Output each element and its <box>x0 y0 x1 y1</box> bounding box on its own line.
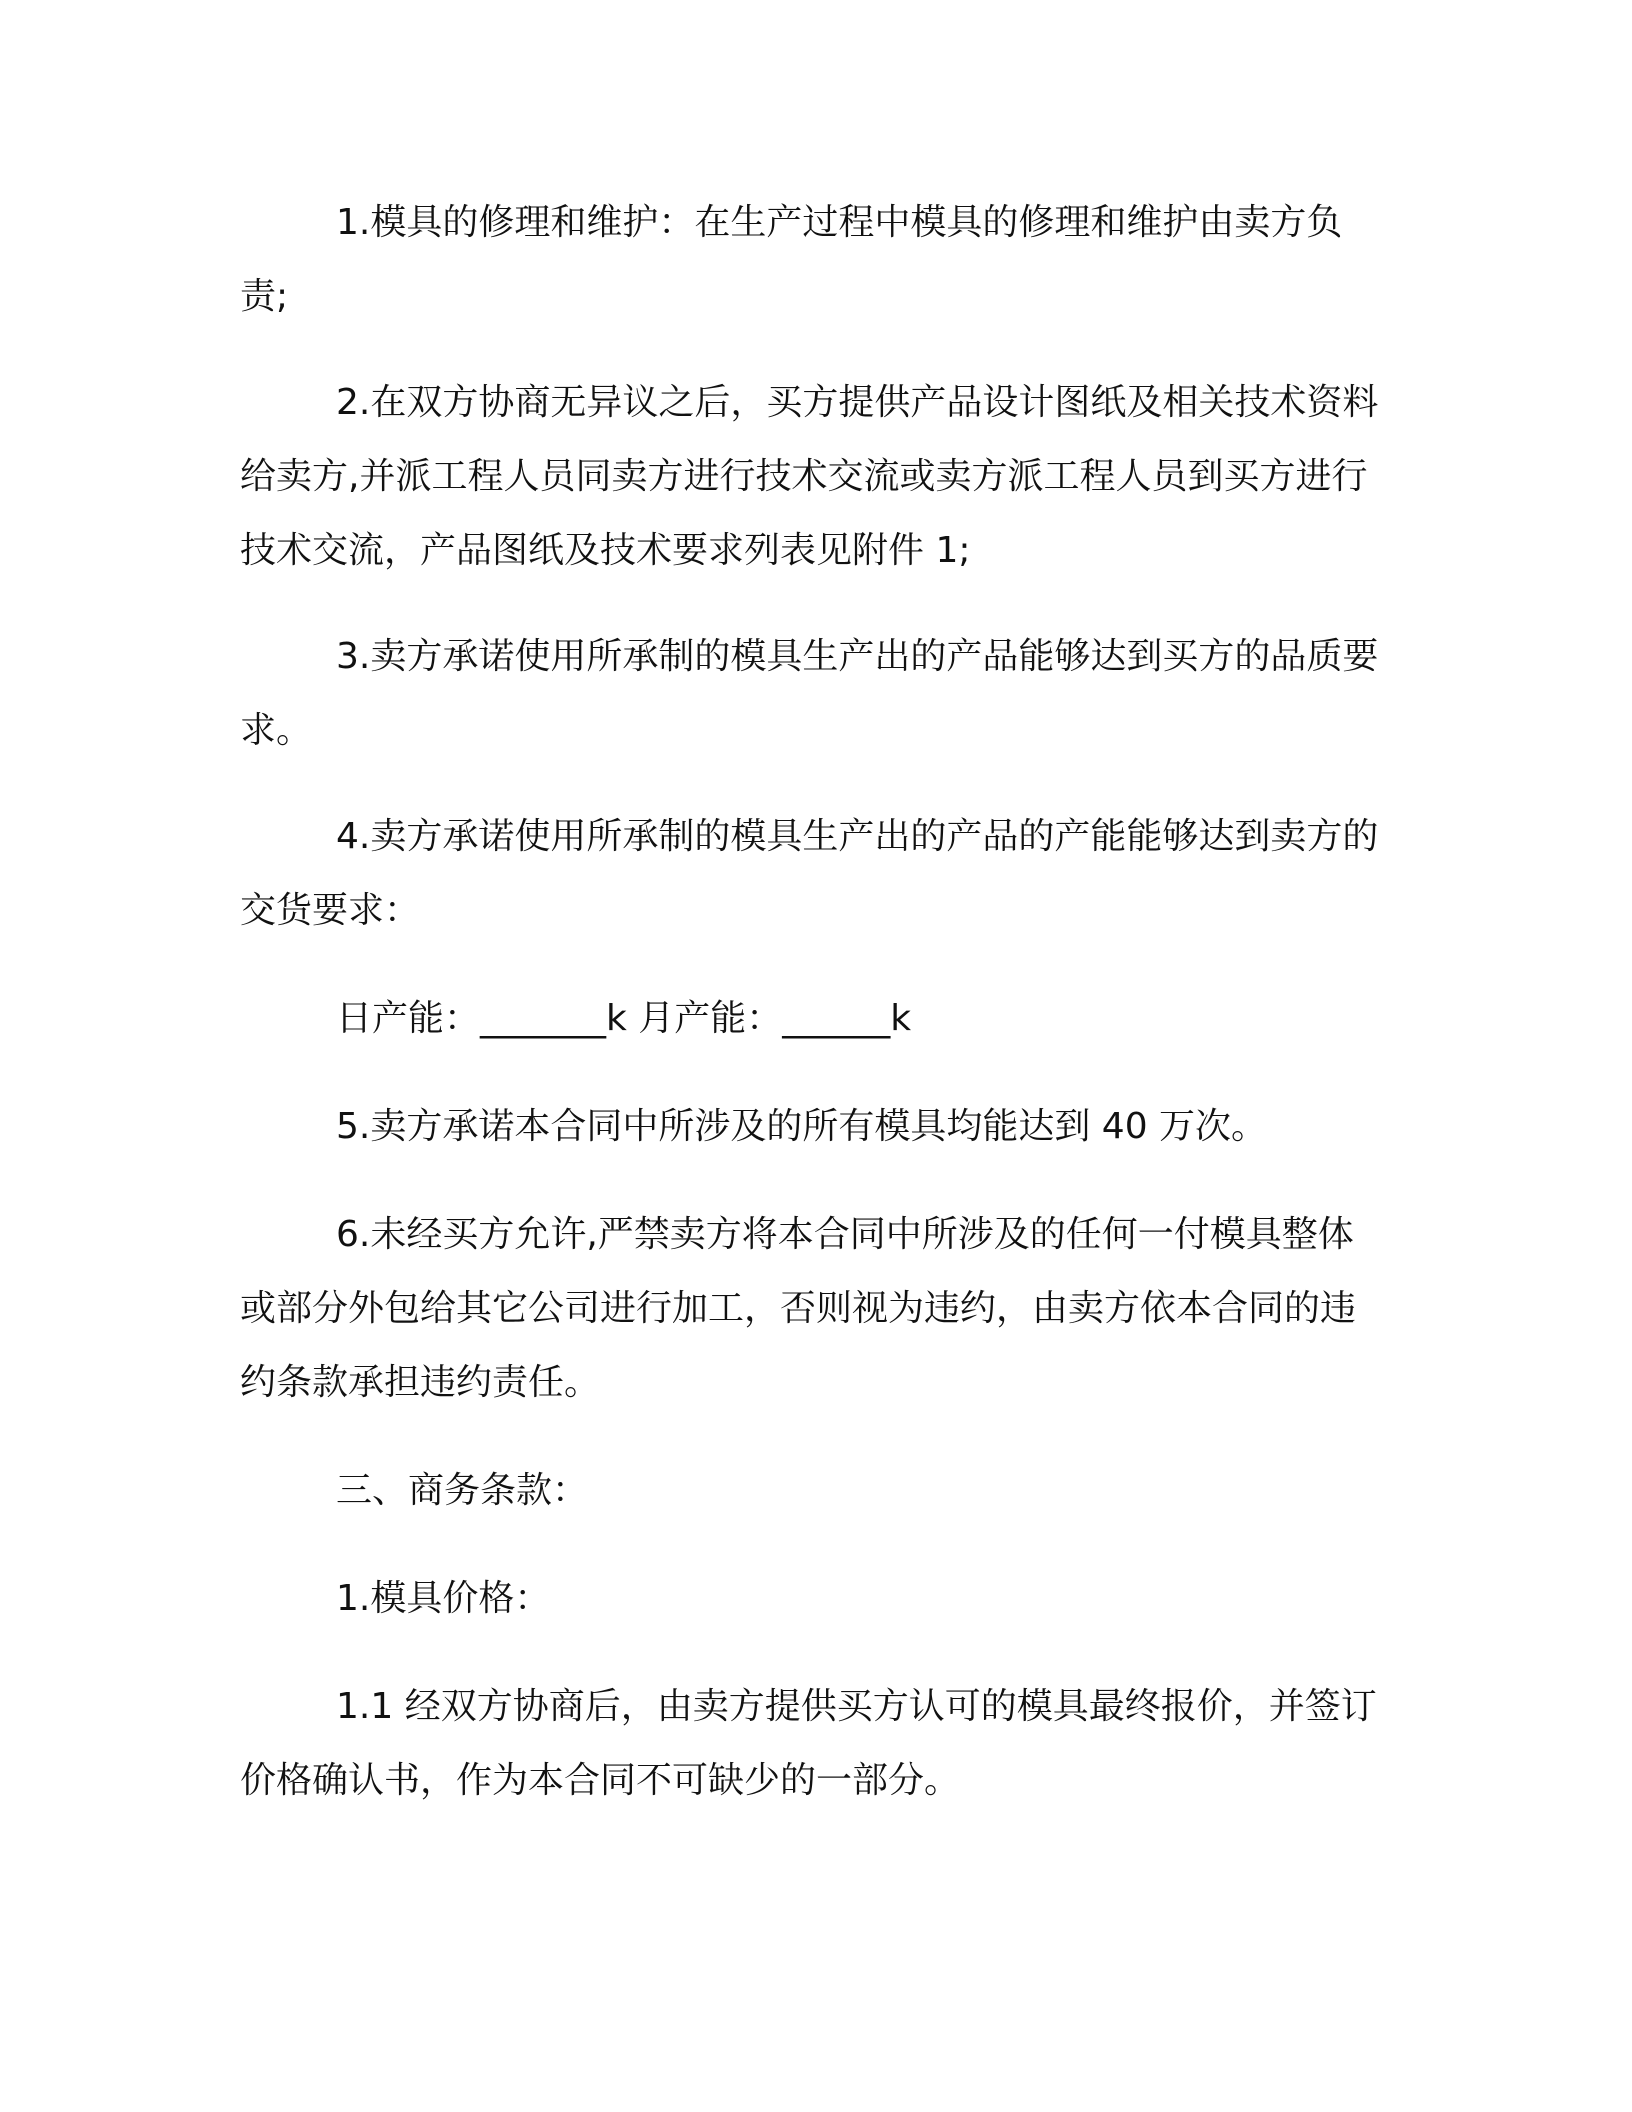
paragraph-daily-monthly-capacity: 日产能：_______k 月产能：______k <box>336 998 912 1039</box>
document-body <box>240 186 1380 1818</box>
paragraph-final-quotation: 1.1 经双方协商后，由卖方提供买方认可的模具最终报价，并签订价格确认书，作为本合同不可缺少的一部分。 <box>240 1686 1377 1801</box>
paragraph-capacity-requirement: 4.卖方承诺使用所承制的模具生产出的产品的产能能够达到卖方的交货要求： <box>240 816 1379 931</box>
paragraph-no-outsourcing: 6.未经买方允许,严禁卖方将本合同中所涉及的任何一付模具整体或部分外包给其它公司进行加工，否则视为违约，由卖方依本合同的违约条款承担违约责任。 <box>240 1214 1357 1403</box>
section-heading-commercial-terms: 三、商务条款： <box>336 1470 589 1511</box>
subheading-mold-price: 1.模具价格： <box>336 1578 551 1619</box>
paragraph-technical-exchange: 2.在双方协商无异议之后，买方提供产品设计图纸及相关技术资料给卖方,并派工程人员同卖方进行技术交流或卖方派工程人员到买方进行技术交流，产品图纸及技术要求列表见附件 1; <box>240 382 1379 571</box>
paragraph-mold-life: 5.卖方承诺本合同中所涉及的所有模具均能达到 40 万次。 <box>336 1106 1268 1147</box>
paragraph-quality-requirement: 3.卖方承诺使用所承制的模具生产出的产品能够达到买方的品质要求。 <box>240 636 1379 751</box>
paragraph-mold-repair: 1.模具的修理和维护：在生产过程中模具的修理和维护由卖方负责; <box>240 202 1343 317</box>
